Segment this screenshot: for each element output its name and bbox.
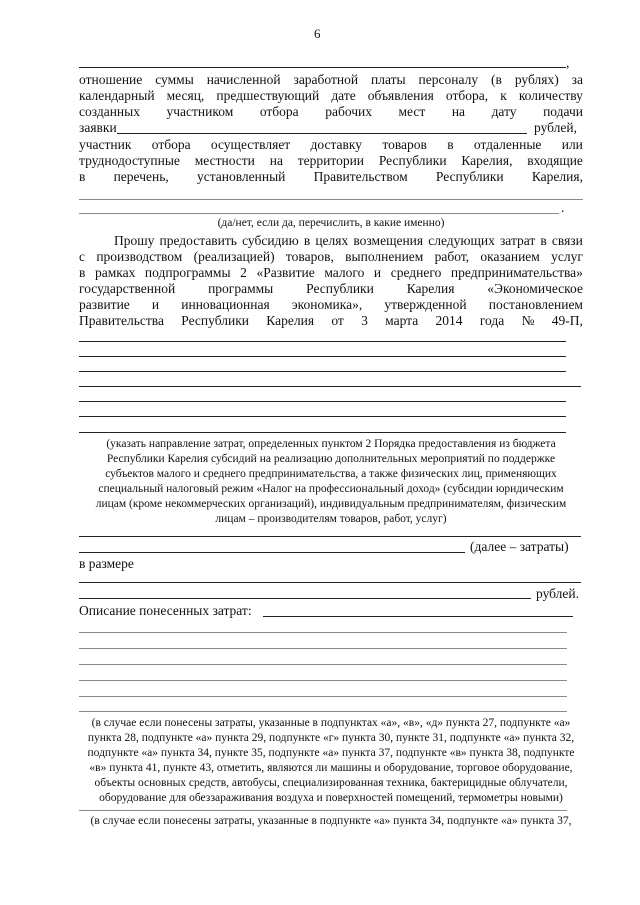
word: программы bbox=[208, 281, 274, 296]
word: и bbox=[151, 297, 160, 312]
word: в bbox=[79, 265, 86, 280]
blank-line bbox=[263, 616, 573, 617]
word: на bbox=[269, 153, 283, 168]
word: выполнением bbox=[345, 249, 424, 264]
word: отбора bbox=[259, 104, 299, 119]
note-line: специальный налоговый режим «Налог на профессиональный доход» (субсидии юридическим bbox=[98, 483, 564, 495]
word: производством bbox=[96, 249, 183, 264]
word: персоналу bbox=[418, 72, 479, 87]
word: количеству bbox=[518, 88, 583, 103]
word: 49-П, bbox=[551, 313, 583, 328]
word: утвержденной bbox=[384, 297, 467, 312]
blank-line bbox=[79, 711, 567, 712]
blank-line bbox=[79, 536, 581, 537]
word: осуществляет bbox=[210, 137, 291, 152]
blank-line bbox=[79, 199, 583, 200]
blank-line bbox=[79, 582, 581, 583]
word: № bbox=[521, 313, 535, 328]
note-line: субъектов малого и среднего предпринимательства, а также физических лиц, применяющих bbox=[105, 468, 557, 480]
text-line bbox=[114, 233, 583, 248]
word: дате bbox=[331, 88, 356, 103]
blank-line bbox=[79, 598, 531, 599]
word: платы bbox=[371, 72, 406, 87]
word: предпринимательства» bbox=[450, 265, 583, 280]
word: мест bbox=[398, 104, 426, 119]
word: в bbox=[447, 137, 454, 152]
text-line bbox=[79, 88, 583, 103]
text-line bbox=[79, 265, 583, 280]
description-label: Описание понесенных затрат: bbox=[79, 603, 252, 618]
word: 2 bbox=[240, 265, 247, 280]
word: постановлением bbox=[488, 297, 583, 312]
word: участник bbox=[79, 137, 132, 152]
blank-line bbox=[79, 810, 567, 811]
text-line bbox=[79, 281, 583, 296]
word: товаров, bbox=[285, 249, 334, 264]
word: предоставить bbox=[159, 233, 237, 248]
text-line bbox=[79, 72, 583, 87]
word: участником bbox=[166, 104, 234, 119]
application-label: заявки bbox=[79, 120, 117, 135]
blank-line bbox=[79, 432, 566, 433]
word: заработной bbox=[293, 72, 359, 87]
word: в bbox=[79, 169, 86, 184]
word: суммы bbox=[155, 72, 194, 87]
word: Карелия, bbox=[461, 153, 513, 168]
word: Карелия, bbox=[531, 169, 583, 184]
blank-line bbox=[79, 213, 559, 214]
word: марта bbox=[385, 313, 419, 328]
word: созданных bbox=[79, 104, 140, 119]
word: подпрограммы bbox=[144, 265, 231, 280]
text-line bbox=[79, 137, 583, 152]
word: месяц, bbox=[166, 88, 205, 103]
rubles-period: рублей. bbox=[536, 586, 580, 601]
word: Республики bbox=[378, 153, 447, 168]
word: затрат bbox=[499, 233, 536, 248]
word: Республики bbox=[435, 169, 504, 184]
word: на bbox=[451, 104, 466, 119]
costs-suffix: (далее – затраты) bbox=[470, 539, 569, 554]
word: оказанием bbox=[480, 249, 540, 264]
word: следующих bbox=[428, 233, 495, 248]
word: среднего bbox=[390, 265, 442, 280]
word: Республики bbox=[306, 281, 374, 296]
blank-line bbox=[79, 664, 567, 665]
word: «Развитие bbox=[256, 265, 315, 280]
word: года bbox=[479, 313, 505, 328]
blank-line bbox=[79, 552, 465, 553]
word: с bbox=[79, 249, 85, 264]
word: подачи bbox=[543, 104, 583, 119]
blank-line bbox=[79, 696, 567, 697]
word: инновационная bbox=[181, 297, 270, 312]
word: возмещения bbox=[353, 233, 424, 248]
word: начисленной bbox=[206, 72, 281, 87]
word: труднодоступные bbox=[79, 153, 180, 168]
trailing-comma: , bbox=[566, 55, 570, 70]
period: . bbox=[561, 200, 565, 215]
blank-line bbox=[79, 341, 566, 342]
word: государственной bbox=[79, 281, 176, 296]
word: 2014 bbox=[435, 313, 463, 328]
word: Правительством bbox=[313, 169, 408, 184]
word: субсидию bbox=[242, 233, 299, 248]
word: (в bbox=[491, 72, 502, 87]
word: отбора, bbox=[445, 88, 489, 103]
word: Республики bbox=[181, 313, 249, 328]
blank-line bbox=[79, 648, 567, 649]
blank-line bbox=[79, 632, 567, 633]
rubles-suffix: рублей, bbox=[534, 120, 578, 135]
text-line bbox=[79, 249, 583, 264]
note-line: пункта 28, подпункте «а» пункта 29, подпункте «г» пункта 30, пункте 31, подпункте «а» пункта 32, bbox=[87, 732, 575, 744]
note-line: (в случае если понесены затраты, указанные в подпункте «а» пункта 34, подпункте «а» пункта 37, bbox=[90, 815, 572, 827]
word: работ, bbox=[434, 249, 470, 264]
word: территории bbox=[297, 153, 365, 168]
blank-line bbox=[79, 386, 581, 387]
word: развитие bbox=[79, 297, 130, 312]
blank-line bbox=[79, 371, 566, 372]
note-line: (указать направление затрат, определенных пунктом 2 Порядка предоставления из бюджета bbox=[106, 438, 556, 450]
word: целях bbox=[315, 233, 349, 248]
word: связи bbox=[551, 233, 583, 248]
text-line bbox=[79, 104, 583, 119]
word: доставку bbox=[310, 137, 363, 152]
word: к bbox=[500, 88, 507, 103]
word: объявления bbox=[367, 88, 434, 103]
note-line: «в» пункта 41, пункте 43, отметить, являются ли машины и оборудование, торговое оборудование, bbox=[89, 762, 573, 774]
word: рабочих bbox=[325, 104, 372, 119]
word: рублях) bbox=[514, 72, 559, 87]
word: товаров bbox=[382, 137, 427, 152]
word: от bbox=[331, 313, 344, 328]
word: календарный bbox=[79, 88, 155, 103]
word: входящие bbox=[527, 153, 583, 168]
word: за bbox=[571, 72, 583, 87]
word: в bbox=[303, 233, 311, 248]
blank-line bbox=[79, 680, 567, 681]
word: «Экономическое bbox=[487, 281, 583, 296]
word: малого bbox=[324, 265, 365, 280]
text-line bbox=[79, 169, 583, 184]
word: рамках bbox=[94, 265, 136, 280]
text-line bbox=[79, 153, 583, 168]
word: в bbox=[540, 233, 547, 248]
blank-line bbox=[79, 67, 566, 68]
word: и bbox=[373, 265, 382, 280]
word: дату bbox=[491, 104, 517, 119]
word: 3 bbox=[361, 313, 368, 328]
word: Правительства bbox=[79, 313, 164, 328]
note-line: лицам (кроме некоммерческих организаций), индивидуальным предпринимателям, физическим bbox=[95, 498, 567, 510]
blank-line bbox=[79, 401, 566, 402]
note: (да/нет, если да, перечислить, в какие именно) bbox=[217, 217, 445, 229]
word: Карелия bbox=[266, 313, 315, 328]
word: (реализацией) bbox=[193, 249, 275, 264]
note-line: оборудование для обеззараживания воздуха и поверхностей помещений, термометры новыми) bbox=[99, 792, 563, 804]
word: отбора bbox=[151, 137, 191, 152]
word: отношение bbox=[79, 72, 143, 87]
word: Карелия bbox=[406, 281, 455, 296]
blank-line bbox=[79, 356, 566, 357]
text-line bbox=[79, 297, 583, 312]
note-line: объекты основных средств, автобусы, специализированная техника, бактерицидные облучатели, bbox=[94, 777, 568, 789]
blank-line bbox=[79, 416, 566, 417]
word: отдаленные bbox=[473, 137, 542, 152]
word: Прошу bbox=[114, 233, 155, 248]
text-line bbox=[79, 313, 583, 328]
note-line: лицам – производителям товаров, работ, услуг) bbox=[215, 513, 447, 525]
word: экономика», bbox=[291, 297, 363, 312]
blank-line bbox=[117, 133, 527, 134]
note-line: Республики Карелия субсидий на реализацию дополнительных мероприятий по поддержке bbox=[106, 453, 556, 465]
word: установленный bbox=[196, 169, 286, 184]
note-line: подпункте «а» пункта 34, пункте 35, подпункте «а» пункта 37, подпункте «в» пункта 38, подпункте bbox=[87, 747, 575, 759]
word: или bbox=[561, 137, 583, 152]
word: предшествующий bbox=[216, 88, 320, 103]
word: местности bbox=[194, 153, 255, 168]
word: перечень, bbox=[113, 169, 169, 184]
amount-label: в размере bbox=[79, 556, 134, 571]
page-number: 6 bbox=[314, 26, 321, 41]
note-line: (в случае если понесены затраты, указанные в подпунктах «а», «в», «д» пункта 27, подпункте «а» bbox=[91, 717, 571, 729]
word: услуг bbox=[551, 249, 583, 264]
